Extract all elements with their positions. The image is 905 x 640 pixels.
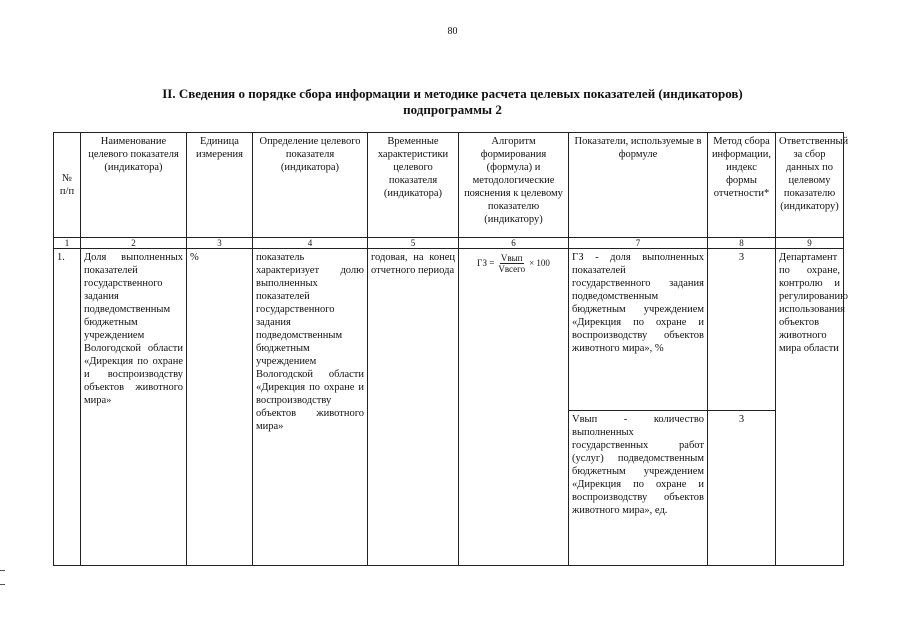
column-number: 7 <box>569 238 708 249</box>
edge-mark <box>0 584 5 585</box>
section-title-line-1: II. Сведения о порядке сбора информации и методике расчета целевых показателей (индикаторов) <box>162 86 743 101</box>
edge-mark <box>0 570 5 571</box>
table-header-row <box>54 133 844 238</box>
section-title-line-2: подпрограммы 2 <box>403 102 502 117</box>
formula-cell <box>459 249 569 566</box>
unit-of-measure: % <box>187 249 253 566</box>
table-row <box>54 249 844 411</box>
indicators-table <box>53 132 849 566</box>
formula-fraction <box>497 253 526 274</box>
formula-rhs: × 100 <box>529 258 550 268</box>
column-number: 8 <box>708 238 776 249</box>
indicator-name: Доля выполненных показателей государственного задания подведомственным бюджетным учреждением Вологодской области «Дирекция по охране и воспроизводству объектов животного мира» <box>81 249 187 566</box>
responsible-body: Департамент по охране, контролю и регулированию использования объектов животного мира области <box>776 249 844 566</box>
column-number: 3 <box>187 238 253 249</box>
header-cell: Показатели, используемые в формуле <box>569 133 708 238</box>
indicator-definition: показатель характеризует долю выполненных показателей государственного задания подведомственным бюджетным учреждением Вологодской области «Дирекция по охране и воспроизводству объектов животного мира» <box>253 249 368 566</box>
header-cell: № п/п <box>54 133 81 238</box>
column-number: 9 <box>776 238 844 249</box>
formula <box>462 253 565 274</box>
formula-numerator: Vвып <box>500 253 523 263</box>
collection-method: 3 <box>708 411 776 566</box>
header-cell: Метод сбора информации, индекс формы отчетности* <box>708 133 776 238</box>
formula-denominator: Vвсего <box>498 264 526 274</box>
column-number: 6 <box>459 238 569 249</box>
formula-indicator: ГЗ - доля выполненных показателей государственного задания подведомственным бюджетным учреждением «Дирекция по охране и воспроизводству объектов животного мира», % <box>569 249 708 411</box>
header-cell: Алгоритм формирования (формула) и методологические пояснения к целевому показателю (индикатору) <box>459 133 569 238</box>
header-cell: Ответственный за сбор данных по целевому показателю (индикатору) <box>776 133 844 238</box>
column-number: 5 <box>368 238 459 249</box>
column-number: 2 <box>81 238 187 249</box>
row-number: 1. <box>54 249 81 566</box>
column-number: 1 <box>54 238 81 249</box>
section-title <box>60 86 845 118</box>
header-cell: Определение целевого показателя (индикатора) <box>253 133 368 238</box>
collection-method: 3 <box>708 249 776 411</box>
page-number: 80 <box>447 26 458 37</box>
header-cell: Временные характеристики целевого показателя (индикатора) <box>368 133 459 238</box>
formula-indicator: Vвып - количество выполненных государственных работ (услуг) подведомственным бюджетным учреждением «Дирекция по охране и воспроизводству объектов животного мира», ед. <box>569 411 708 566</box>
header-cell: Единица измерения <box>187 133 253 238</box>
time-characteristics: годовая, на конец отчетного периода <box>368 249 459 566</box>
formula-lhs: ГЗ = <box>477 258 495 268</box>
column-number: 4 <box>253 238 368 249</box>
column-number-row <box>54 238 844 249</box>
header-cell: Наименование целевого показателя (индикатора) <box>81 133 187 238</box>
